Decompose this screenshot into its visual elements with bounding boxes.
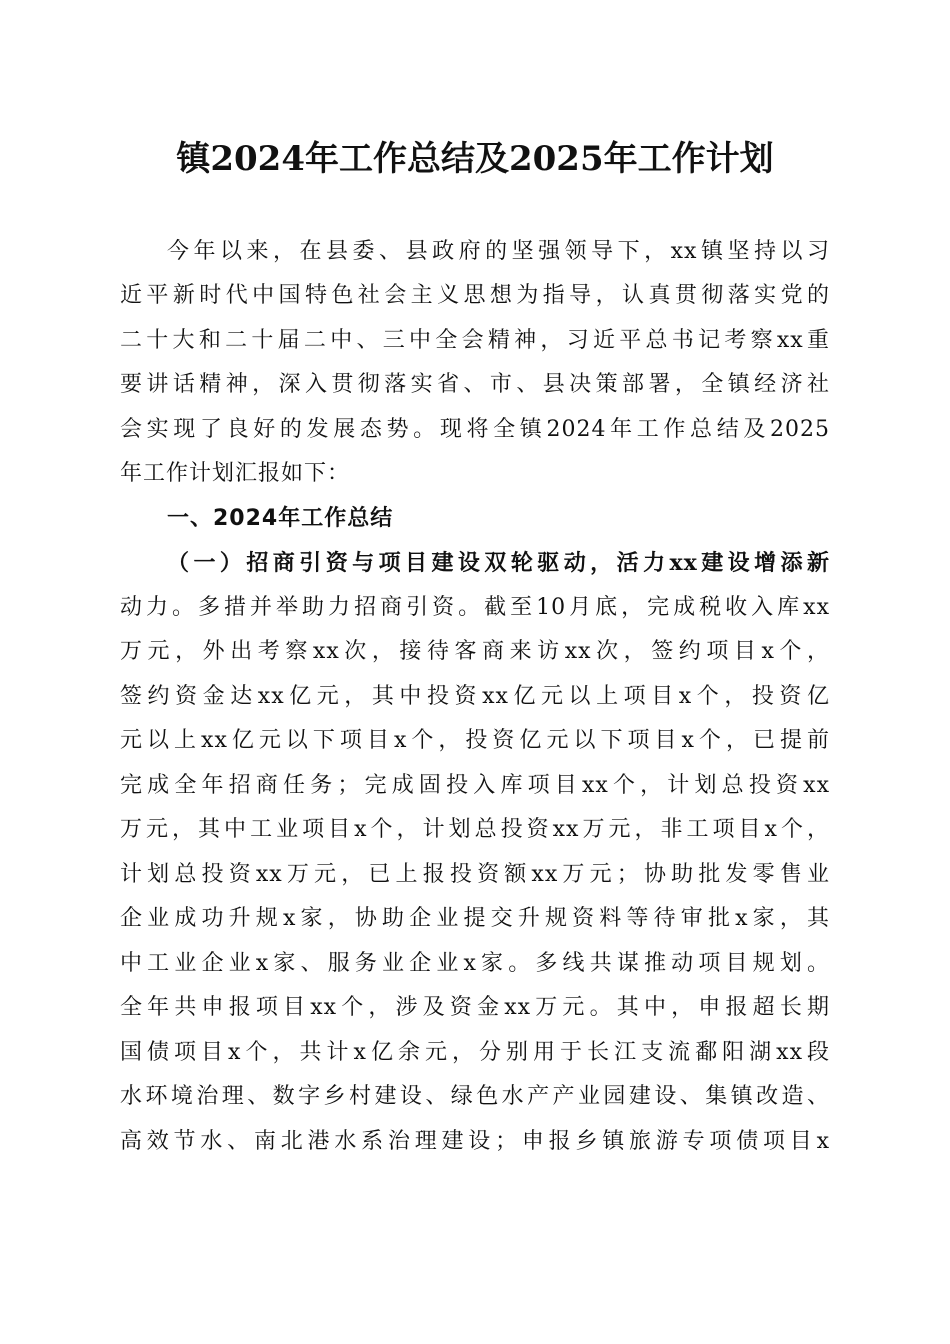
paragraph-line: 高效节水、南北港水系治理建设；申报乡镇旅游专项债项目x <box>120 1129 830 1154</box>
subsection-heading-line: （一）招商引资与项目建设双轮驱动，活力xx建设增添新 <box>167 550 830 576</box>
paragraph-line: 企业成功升规x家，协助企业提交升规资料等待审批x家，其 <box>120 906 830 931</box>
paragraph-line: 国债项目x个，共计x亿余元，分别用于长江支流鄱阳湖xx段 <box>120 1040 830 1065</box>
paragraph-line: 计划总投资xx万元，已上报投资额xx万元；协助批发零售业 <box>120 862 830 887</box>
paragraph-line: 会实现了良好的发展态势。现将全镇2024年工作总结及2025 <box>120 417 830 442</box>
paragraph-line: 今年以来，在县委、县政府的坚强领导下，xx镇坚持以习 <box>167 239 830 264</box>
paragraph-line: 完成全年招商任务；完成固投入库项目xx个，计划总投资xx <box>120 773 830 798</box>
paragraph-line: 万元，其中工业项目x个，计划总投资xx万元，非工项目x个， <box>120 817 830 842</box>
paragraph-line: 全年共申报项目xx个，涉及资金xx万元。其中，申报超长期 <box>120 995 830 1020</box>
paragraph-line: 年工作计划汇报如下： <box>120 461 351 486</box>
document-title: 镇2024年工作总结及2025年工作计划 <box>176 139 774 179</box>
section-heading: 一、2024年工作总结 <box>167 506 394 531</box>
paragraph-line: 万元，外出考察xx次，接待客商来访xx次，签约项目x个， <box>120 639 830 664</box>
paragraph-line: 水环境治理、数字乡村建设、绿色水产产业园建设、集镇改造、 <box>120 1084 830 1109</box>
paragraph-line: 元以上xx亿元以下项目x个，投资亿元以下项目x个，已提前 <box>120 728 830 753</box>
paragraph-line: 近平新时代中国特色社会主义思想为指导，认真贯彻落实党的 <box>120 283 830 308</box>
paragraph-line: 动力。多措并举助力招商引资。截至10月底，完成税收入库xx <box>120 595 830 620</box>
paragraph-line: 中工业企业x家、服务业企业x家。多线共谋推动项目规划。 <box>120 951 830 976</box>
paragraph-line: 二十大和二十届二中、三中全会精神，习近平总书记考察xx重 <box>120 328 830 353</box>
paragraph-line: 要讲话精神，深入贯彻落实省、市、县决策部署，全镇经济社 <box>120 372 830 397</box>
paragraph-line: 签约资金达xx亿元，其中投资xx亿元以上项目x个，投资亿 <box>120 684 830 709</box>
